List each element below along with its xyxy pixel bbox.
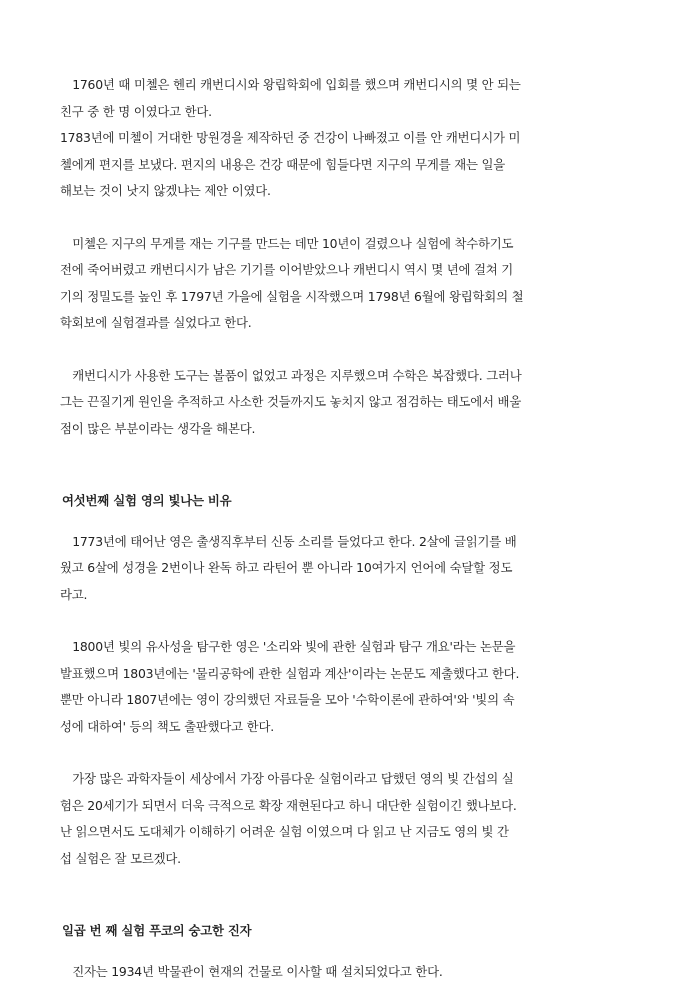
paragraph-gap [60, 337, 622, 363]
text-line: 난 읽으면서도 도대체가 이해하기 어려운 실험 이였으며 다 읽고 난 지금도 영의 빛 간 [60, 819, 622, 846]
text-line: 가장 많은 과학자들이 세상에서 가장 아름다운 실험이라고 답했던 영의 빛 간섭의 실 [60, 766, 622, 793]
text-line: 캐번디시가 사용한 도구는 볼품이 없었고 과정은 지루했으며 수학은 복잡했다. 그러나 [60, 363, 622, 390]
paragraph-gap [60, 740, 622, 766]
text-line: 험은 20세기가 되면서 더욱 극적으로 확장 재현된다고 하니 대단한 실험이긴 했나보다. [60, 793, 622, 820]
section-heading-sixth-experiment: 여섯번째 실험 영의 빛나는 비유 [60, 488, 622, 515]
paragraph-gap [60, 205, 622, 231]
paragraph-gap [60, 945, 622, 959]
text-line: 1783년에 미첼이 거대한 망원경을 제작하던 중 건강이 나빠졌고 이를 안 캐번디시가 미 [60, 125, 622, 152]
text-line: 1773년에 태어난 영은 출생직후부터 신동 소리를 들었다고 한다. 2살에 글읽기를 배 [60, 529, 622, 556]
text-line: 1760년 때 미첼은 헨리 캐번디시와 왕립학회에 입회를 했으며 캐번디시의 몇 안 되는 [60, 72, 622, 99]
section-gap [60, 872, 622, 918]
text-line: 친구 중 한 명 이였다고 한다. [60, 99, 622, 126]
text-line: 성에 대하여' 등의 책도 출판했다고 한다. [60, 714, 622, 741]
section-gap [60, 442, 622, 488]
text-line: 진자는 1934년 박물관이 현재의 건물로 이사할 때 설치되었다고 한다. [60, 959, 622, 985]
text-line: 섭 실험은 잘 모르겠다. [60, 846, 622, 873]
section-heading-seventh-experiment: 일곱 번 째 실험 푸코의 숭고한 진자 [60, 918, 622, 945]
text-line: 1800년 빛의 유사성을 탐구한 영은 '소리와 빛에 관한 실험과 탐구 개요'라는 논문을 [60, 634, 622, 661]
text-line: 뿐만 아니라 1807년에는 영이 강의했던 자료들을 모아 '수학이론에 관하여'와 '빛의 속 [60, 687, 622, 714]
text-line: 그는 끈질기게 원인을 추적하고 사소한 것들까지도 놓치지 않고 점검하는 태도에서 배울 [60, 389, 622, 416]
paragraph-gap [60, 608, 622, 634]
text-line: 점이 많은 부분이라는 생각을 해본다. [60, 416, 622, 443]
text-line: 첼에게 편지를 보냈다. 편지의 내용은 건강 때문에 힘들다면 지구의 무게를 재는 일을 [60, 152, 622, 179]
paragraph-foucault-pendulum [60, 959, 622, 985]
text-line: 미첼은 지구의 무게를 재는 기구를 만드는 데만 10년이 걸렸으나 실험에 착수하기도 [60, 231, 622, 258]
paragraph-young-papers [60, 634, 622, 740]
paragraph-cavendish-reflection [60, 363, 622, 443]
paragraph-young-childhood [60, 529, 622, 609]
paragraph-michell-cavendish [60, 72, 622, 205]
text-line: 기의 정밀도를 높인 후 1797년 가을에 실험을 시작했으며 1798년 6월에 왕립학회의 철 [60, 284, 622, 311]
paragraph-interference-experiment [60, 766, 622, 872]
text-line: 발표했으며 1803년에는 '물리공학에 관한 실험과 계산'이라는 논문도 제출했다고 한다. [60, 661, 622, 688]
text-line: 라고. [60, 582, 622, 609]
text-line: 해보는 것이 낫지 않겠냐는 제안 이였다. [60, 178, 622, 205]
text-line: 학회보에 실험결과를 실었다고 한다. [60, 310, 622, 337]
text-line: 웠고 6살에 성경을 2번이나 완독 하고 라틴어 뿐 아니라 10여가지 언어에 숙달할 정도 [60, 555, 622, 582]
paragraph-earth-weight-experiment [60, 231, 622, 337]
paragraph-gap [60, 515, 622, 529]
text-line: 전에 죽어버렸고 캐번디시가 남은 기기를 이어받았으나 캐번디시 역시 몇 년에 걸쳐 기 [60, 257, 622, 284]
